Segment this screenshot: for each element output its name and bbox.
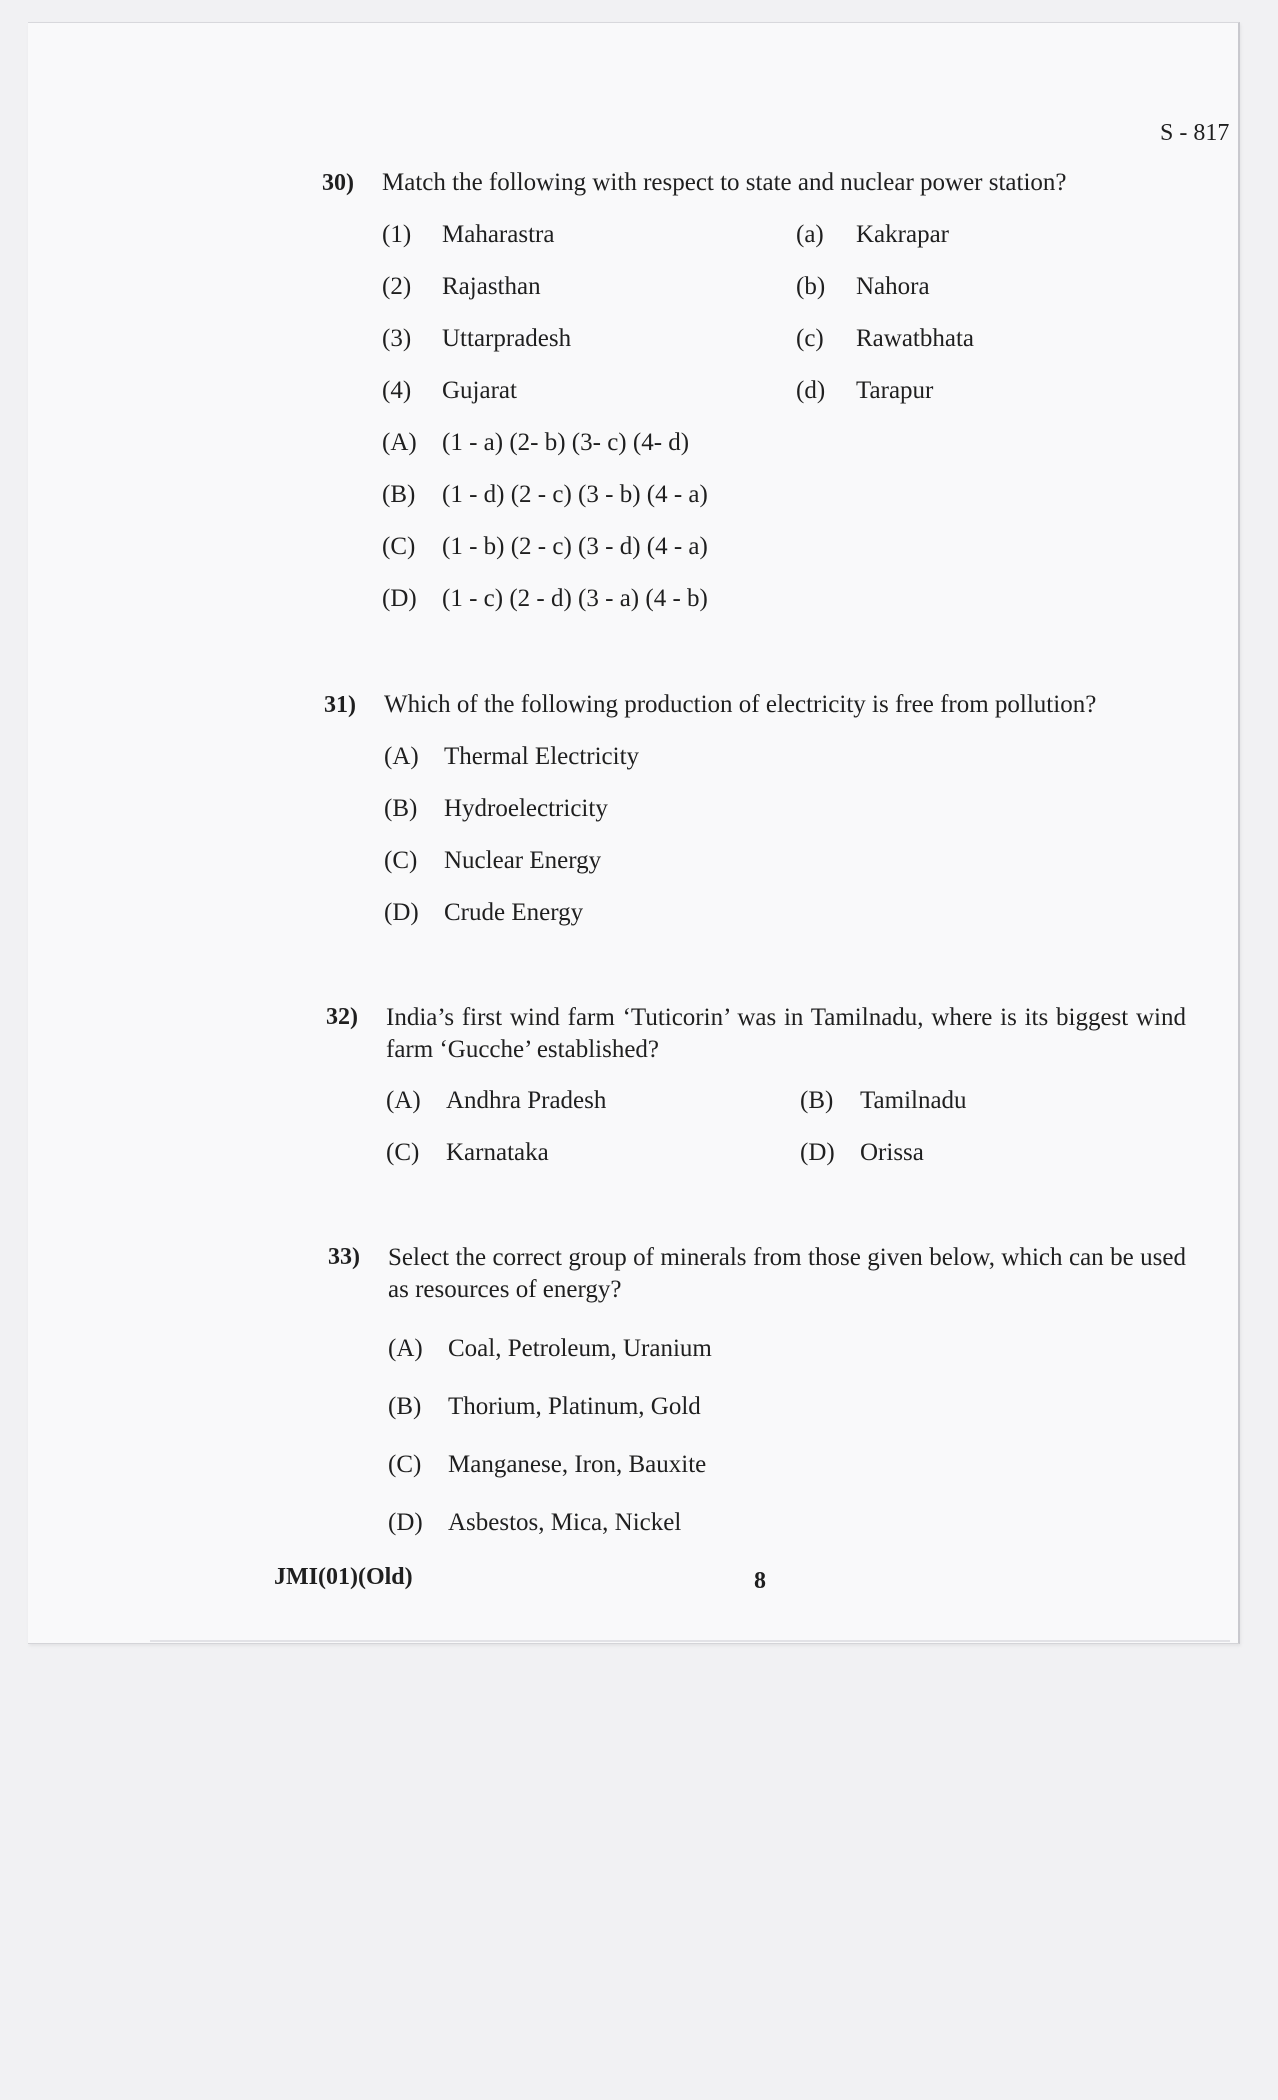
q32-option-b-text: Tamilnadu <box>860 1087 967 1114</box>
q30-right-item-a: Kakrapar <box>856 221 949 248</box>
q32-option-c-label: (C) <box>386 1139 420 1166</box>
q31-option-a-text: Thermal Electricity <box>444 743 640 770</box>
q30-left-label-1: (1) <box>382 221 412 248</box>
q33-option-d-label: (D) <box>388 1509 423 1536</box>
q30-option-c-label: (C) <box>382 533 416 560</box>
q33-option-d-text: Asbestos, Mica, Nickel <box>448 1509 682 1536</box>
q30-right-label-c: (c) <box>796 325 824 352</box>
q30-right-item-c: Rawatbhata <box>856 325 975 352</box>
q30-right-item-d: Tarapur <box>856 377 934 404</box>
q30-left-item-3: Uttarpradesh <box>442 325 572 352</box>
q33-option-b-text: Thorium, Platinum, Gold <box>448 1393 701 1420</box>
q30-option-d-label: (D) <box>382 585 417 612</box>
q31-option-b-text: Hydroelectricity <box>444 795 608 822</box>
q30-right-label-b: (b) <box>796 273 826 300</box>
q33-option-c-text: Manganese, Iron, Bauxite <box>448 1451 707 1478</box>
q30-left-item-2: Rajasthan <box>442 273 541 300</box>
q30-option-b-label: (B) <box>382 481 416 508</box>
q31-option-a-label: (A) <box>384 743 419 770</box>
question-31-text: Which of the following production of electricity is free from pollution? <box>384 691 1097 718</box>
q30-option-d-text: (1 - c) (2 - d) (3 - a) (4 - b) <box>442 585 708 612</box>
q30-option-c-text: (1 - b) (2 - c) (3 - d) (4 - a) <box>442 533 708 560</box>
q30-option-b-text: (1 - d) (2 - c) (3 - b) (4 - a) <box>442 481 708 508</box>
q32-option-a-label: (A) <box>386 1087 421 1114</box>
question-31-number: 31) <box>324 692 356 718</box>
q30-right-item-b: Nahora <box>856 273 930 300</box>
question-32-text: India’s first wind farm ‘Tuticorin’ was in Tamilnadu, where is its biggest wind farm ‘Gucche’ established? <box>386 1004 1186 1063</box>
q31-option-c-text: Nuclear Energy <box>444 847 602 874</box>
underlying-page-edge <box>150 1640 1230 1642</box>
q30-left-label-3: (3) <box>382 325 412 352</box>
q30-right-label-a: (a) <box>796 221 824 248</box>
question-32-number: 32) <box>326 1004 358 1030</box>
q31-option-b-label: (B) <box>384 795 418 822</box>
q30-left-item-1: Maharastra <box>442 221 555 248</box>
q33-option-a-label: (A) <box>388 1335 423 1362</box>
q32-option-d-text: Orissa <box>860 1139 924 1166</box>
q32-option-d-label: (D) <box>800 1139 835 1166</box>
q33-option-b-label: (B) <box>388 1393 422 1420</box>
q32-option-b-label: (B) <box>800 1087 834 1114</box>
question-33-number: 33) <box>328 1244 360 1270</box>
q32-option-a-text: Andhra Pradesh <box>446 1087 607 1114</box>
q30-left-label-4: (4) <box>382 377 412 404</box>
question-33-text: Select the correct group of minerals from those given below, which can be used as resources of energy? <box>388 1244 1186 1303</box>
q33-option-c-label: (C) <box>388 1451 422 1478</box>
q31-option-d-label: (D) <box>384 899 419 926</box>
page-code: S - 817 <box>1160 120 1230 146</box>
q30-right-label-d: (d) <box>796 377 826 404</box>
footer-page-number: 8 <box>754 1568 766 1594</box>
q31-option-d-text: Crude Energy <box>444 899 584 926</box>
q30-option-a-label: (A) <box>382 429 417 456</box>
q33-option-a-text: Coal, Petroleum, Uranium <box>448 1335 712 1362</box>
q30-left-item-4: Gujarat <box>442 377 517 404</box>
q30-option-a-text: (1 - a) (2- b) (3- c) (4- d) <box>442 429 690 456</box>
question-30-text: Match the following with respect to state and nuclear power station? <box>382 169 1067 196</box>
question-30-number: 30) <box>322 170 354 196</box>
q32-option-c-text: Karnataka <box>446 1139 549 1166</box>
q31-option-c-label: (C) <box>384 847 418 874</box>
footer-exam-code: JMI(01)(Old) <box>274 1564 413 1590</box>
q30-left-label-2: (2) <box>382 273 412 300</box>
